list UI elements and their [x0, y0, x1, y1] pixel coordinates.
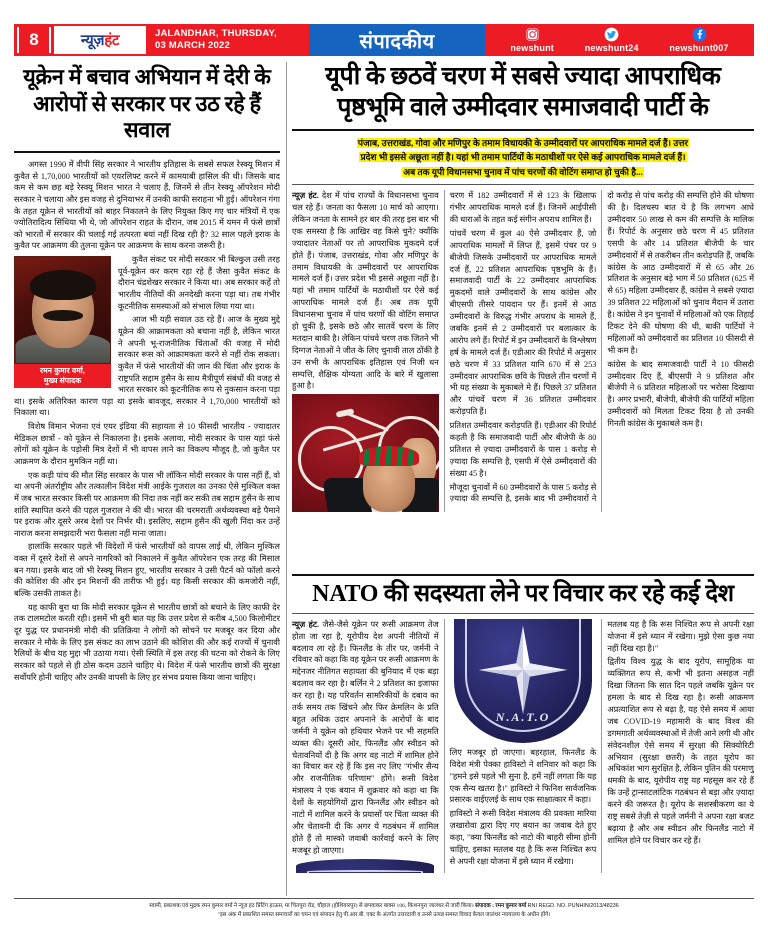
akhilesh-yadav-photo: [292, 394, 439, 512]
footer-rni-number: RNI REGD. NO. PUNHIN/2013/48236: [527, 903, 619, 909]
nato-col1-text: जैसे-जैसे यूक्रेन पर रूसी आक्रमण तेज होता जा रहा है, यूरोपीय देश अपनी नीतियों में बदलाव ला रहे हैं। फिनलैंड के तीर पर, जर्मनी ने रविवार को कहा कि वह यूक्रेन पर रूसी आक्रमण के मद्देनजर नीतिगत सहायता की बुनियाद में एक बड़ा बदलाव कर रहा है। बर्लिन ने 2 प्रतिशत का इजाफा कर रहा है। यह परिवर्तन सामरिकीयों के दबाव का तर्क समय तक खिंचने और फिर क्रेमलिन के प्रति बहुत अधिक उदार अपनाने के आरोपों के बाद जर्मनी ने यूक्रेन को हथियार भेजने पर भी सहमति व्यक्त की। दूसरी ओर, फिनलैंड और स्वीडन को चेतावनियों दी है कि अगर वह नाटो में शामिल होने का विचार कर रहे हैं कि इस नए लिए "गंभीर सैन्य और राजनीतिक परिणाम" होंगे। रूसी विदेश मंत्रालय ने एक बयान में शुक्रवार को कहा था कि देशों के सहयोगियों द्वारा फिनलैंड और स्वीडन को नाटो में शामिल करने के प्रयासों पर चिंता व्यक्त की और चेतावनी दी कि अगर ये गठबंधन में शामिल होते हैं तो मास्को जवाबी कार्रवाई करने के लिए मजबूर हो जाएगा।: [292, 619, 439, 855]
nato-section-divider: [292, 574, 754, 576]
footer-publisher-text: स्वामी, प्रकाशक एवं मुद्रक रमन कुमार वर्मा ने न्यूज़ हंट प्रिंटिंग हाऊस, मा चितपूरा रोड, चौहाल (होशियारपुर) से छपवाकर बाक्स 106, किशनपुरा जालंधर से जारी किया।: [149, 903, 474, 909]
social-facebook[interactable]: [669, 27, 728, 53]
author-block: [14, 256, 111, 388]
nato-col3-para: मतलब यह है कि रूस निश्चित रूप से अपनी रक्षा योजना में इसे ध्यान में रखेगा। मुझे ऐसा कुछ नया नहीं दिख रहा है।": [607, 619, 754, 653]
editorial-paragraph: विशेष विमान भेजना एवं एयर इंडिया की सहायता से 10 फीसदी भारतीय - ज्यादातर मेडिकल छात्रों - को यूक्रेन से निकालना है। इसके अलावा, मोदी सरकार के पास यहां फंसे लोगों को यूक्रेन के पड़ोसी मित्र देशों में भी वापस लाने का विकल्प मौजूद है, जो कुवैत पर आक्रमण के दौरान मुमकिन नहीं था।: [14, 422, 280, 466]
main-story-col1-text: देश में पांच राज्यों के विधानसभा चुनाव चल रहे हैं। जनता का फैसला 10 मार्च को आएगा। लेकिन जनता के सामने हर बार की तरह इस बार भी एक समस्या है कि आखिर वह किसे चुने? क्योंकि ज्यादातर नेताओं पर तो आपराधिक मुकदमे दर्ज होते हैं। पंजाब, उत्तराखंड, गोवा और मणिपुर के तमाम विधायकी के उम्मीदवारों पर आपराधिक मामले दर्ज हैं। उत्तर प्रदेश भी इससे अछूता नहीं है। यहां भी तमाम पार्टियों के मठाधीशों पर ऐसे कई आपराधिक मामले दर्ज हैं। अब तक यूपी विधानसभा चुनाव में पांच चरणों की वोटिंग समाप्त हो चुकी है, इसके छठे और सातवें चरण के लिए मतदान बाकी है। लेकिन पांचवे चरण तक जितने भी दिग्गज नेताओं ने जीत के लिए चुनावी ताल ठोंकी है उन सभी के आपराधिक इतिहास एवं निजी धन सम्पत्ति, शैक्षिक योग्यता आदि के बारे में खुलासा हुआ है।: [292, 191, 439, 391]
standfirst-rule: [292, 184, 754, 185]
author-designation: मुख्य संपादक: [43, 375, 82, 385]
page-footer: [14, 902, 754, 919]
social-instagram[interactable]: [510, 27, 554, 53]
page-number: 8: [17, 27, 51, 53]
main-story-standfirst: [292, 136, 754, 179]
logo-hunt-text: हंट: [104, 32, 120, 49]
nato-col3-para: द्वितीय विश्व युद्ध के बाद यूरोप, सामूहिक या व्यक्तिगत रूप से, कभी भी इतना असहज नहीं दिखा जितना कि सात दिन पहले जबकि यूक्रेन पर हमला के बाद से दिख रहा है। रूसी आक्रमण अप्रत्याशित रूप से बढ़ा है, यह ऐसे समय में आया जब COVID-19 महामारी के बाद विश्व की डगमगाती अर्थव्यवस्थाओं में तेजी आने लगी थी और संवेदनशील ऐसे समय में सुरक्षा की सिक्योरिटी अभियान (सुरक्षा छतरी) के तहत यूरोप का अधिकांश भाग सुरक्षित है, लेकिन पुतिन की परमाणु धमकी के बाद, यूरोपीय राष्ट्र यह महसूस कर रहे हैं कि उन्हें ट्रान्साटलांटिक गठबंधन से बड़ा और ज़्यादा करने की जरूरत है। यूरोप के सशस्त्रीकरण का ये राष्ट्र सबसे तेज़ी से पहले जर्मनी ने अपना रक्षा बजट बढ़ाया है और अब स्वीडन और फिनलैंड नाटो में शामिल होने पर विचार कर रहे हैं।: [607, 657, 754, 845]
social-instagram-handle: newshunt: [510, 43, 554, 53]
section-title: संपादकीय: [359, 30, 435, 53]
main-story-body: [292, 190, 754, 512]
main-story-dateline: न्यूज़ हंट.: [292, 191, 319, 201]
dateline-box: [149, 24, 309, 56]
nato-col2-para: लिए मजबूर हो जाएगा। बहरहाल, फिनलैंड के विदेश मंत्री पेक्का हाविस्टो ने शनिवार को कहा कि "हमने इसे पहले भी सुना है, हमें नहीं लगता कि यह एक सैन्य खतरा है।" हाविस्टो ने फिनिश सार्वजनिक प्रसारक वाईएलई के साथ एक साक्षात्कार में कहा।: [449, 747, 597, 805]
nato-story-dateline: न्यूज़ हंट.: [292, 619, 320, 629]
standfirst-line: अब तक यूपी विधानसभा चुनाव में पांच चरणों की वोटिंग समाप्त हो चुकी है...: [403, 166, 643, 177]
nato-logo-text: N.A.T.O: [495, 709, 551, 724]
nato-story: [292, 580, 754, 873]
footer-imprint-line: [14, 902, 754, 911]
author-caption: [14, 364, 111, 388]
nato-col2-para: हाविस्टो ने रूसी विदेश मंत्रालय की प्रवक्ता मारिया ज़खारोवा द्वारा दिए गए बयान का जवाब देते हुए कहा, "क्या फिनलैंड को नाटो की बाहरी सीमा होनी चाहिए, इसका मतलब यह है कि रूस निश्चित रूप से अपनी रक्षा योजना में इसे ध्यान में रखेगा।: [449, 809, 597, 866]
nato-story-headline: NATO की सदस्यता लेने पर विचार कर रहे कई देश: [312, 581, 734, 607]
dateline-date: 03 MARCH 2022: [155, 40, 230, 51]
editorial-paragraph: हालांकि सरकार पहले भी विदेशों में फंसे भारतीयों को वापस लाई थी, लेकिन मुश्किल वक्त में दूसरे देशों से अपने नागरिकों को निकालने में कुवैत ऑपरेशन एक तरह की मिसाल बन गया। इसके बाद जो भी रेस्क्यू मिशन हुए, भारतीय सरकार ने उसी पैटर्न को फॉलो करने की कोशिश की और इन मिशनों की तारीफ भी हुई। यह किसी सरकार की कमजोरी नहीं, बल्कि उसकी ताकत है।: [14, 542, 280, 599]
social-twitter[interactable]: [585, 27, 639, 53]
author-name: रमन कुमार वर्मा,: [40, 366, 85, 376]
editorial-paragraph: कुवैत संकट पर मोदी सरकार भी बिल्कुल उसी तरह पूर्व-यूक्रेन कर करम रहा रहे हैं जैसा कुवैत संकट के दौरान चंद्रशेखर सरकार ने किया था। अब सरकार कहें तो भारतीय नीतियों की अनदेखी करना पड़ा था। तब गंभीर कूटनीतिक समस्याओं को संभाल लिया गया था।: [118, 255, 280, 311]
main-story-col2-para: चरण में 182 उम्मीदवारों में से 123 के खिलाफ गंभीर आपराधिक मामले दर्ज हैं। जिनमें आईपीसी की धाराओं के तहत कई संगीन अपराध शामिल हैं।: [449, 191, 597, 224]
masthead: [14, 24, 754, 56]
nato-col1-para: [292, 619, 439, 857]
editorial-paragraph: एक कड़ी पांच की मौत सिंह सरकार के पास भी लॉकिन मोदी सरकार के पास नहीं हैं, वो था अपनी अंतर्राष्ट्रीय और तत्कालीन विदेश मंत्री आईके गुजराल का उनका ऐसे मुश्किल वक्त में जब भारत सरकार किसी पर आक्रमण की निंदा तक नहीं कर सकी तब सद्दाम हुसैन के साथ शांति स्थापित करने की पहल गुजराल ने की थी। भारत की चरमराती अर्थव्यवस्था बड़े पैमाने पर इराक और दूसरे अरब देशों पर निर्भर थी। इसलिए, सद्दाम हुसैन की खुली निंदा कर उन्हें नाराज करना समझदारी भरा फैसला नहीं माना जाता।: [14, 470, 280, 538]
main-story-headline: यूपी के छठवें चरण में सबसे ज्यादा आपराधिक पृष्ठभूमि वाले उम्मीदवार समाजवादी पार्टी के: [325, 63, 721, 121]
social-links: [485, 24, 754, 56]
main-story: [292, 62, 754, 512]
main-story-col3-para: मौजूदा चुनावों में 60 उम्मीदवारों के पास 5 करोड़ से ज़्यादा की सम्पत्ति है, इसके बाद भी उम्मीदवारों ने दो करोड़ से पांच करोड़ की सम्पत्ति होने की घोषणा की है। दिलचस्प बात ये है कि लगभग आधे उम्मीदवार 50 लाख से कम की सम्पत्ति के मालिक हैं। रिपोर्ट के अनुसार छठे चरण में 45 प्रतिशत एसपी के और 14 प्रतिशत बीजेपी के चार उम्मीदवारों में से तकरीबन तीन करोड़पति हैं, जबकि कांग्रेस के आठ उम्मीदवारों में से 65 और 26 प्रतिशत के अनुसार बड़े भाग में 50 प्रतिशत (625 में से 65) महिला उम्मीदवार हैं, कांग्रेस ने सबसे ज़्यादा 39 प्रतिशत 22 महिलाओं को चुनाव मैदान में उतारा है। कांग्रेस ने इन चुनावों में महिलाओं को एक तिहाई टिकट देने की घोषणा की थी, बाकी पार्टियों ने महिलाओं को उम्मीदवारों का प्रतिशत 10 फीसदी से भी कम है।: [449, 191, 754, 504]
editorial-paragraph: आज भी यही सवाल उठ रहे हैं। आज के मुख्य मुद्दे यूक्रेन की आक्रामकता को बचाना नहीं है, लेकिन भारत ने अपनी भू-राजनीतिक चिंताओं की वजह में मोदी सरकार रूस को आक्रामकता करने से नहीं रोक सकता। कुवैत में फंसे भारतीयों की जान की चिंता और इराक के राष्ट्रपति सद्दाम हुसैन के साथ मैत्रीपूर्ण संबंधों की वजह से भारत सरकार को कूटनीतिक रूप से नुकसान करना पड़ा था। इसके अतिरिक्त कारण पड़ा था इसके बावजूद, सरकार ने 1,70,000 भारतीयों को निकाला था।: [14, 315, 280, 418]
editorial-headline-rule: [14, 151, 280, 153]
main-story-col2-para: पांचवें चरण में कुल 40 ऐसे उम्मीदवार हैं, जो आपराधिक मामलों में लिप्त हैं, इसमें पंचर पर 9 बीजेपी जिसके उम्मीदवारों पर आपराधिक मामले दर्ज हैं, 22 प्रतिशत आपराधिक पृष्ठभूमि के हैं। समाजवादी पार्टी के 22 उम्मीदवार आपराधिक मुकदमों वाले उम्मीदवारों के साथ कांग्रेस और बीएसपी तीसरे पायदान पर हैं। इनमें से आठ उम्मीदवारों के विरुद्ध गंभीर अपराध के मामले हैं, जबकि इनमें से 2 उम्मीदवारों पर बलात्कार के आरोप लगे हैं। रिपोर्ट में इन उम्मीदवारों के विश्लेषण हर्ष के मामले दर्ज हैं। एडीआर की रिपोर्ट में अनुसार छठे चरण में 33 प्रतिशत यानि 670 में से 253 उम्मीदवार आपराधिक छवि के पिछले तीन चरणों में भी यह संख्या के मुकाबले मे हैं। पिछले 37 प्रतिशत और पांचवें चरण में 36 प्रतिशत उम्मीदवार करोड़पति हैं।: [449, 228, 597, 417]
editorial-paragraph: अगस्त 1990 में वीपी सिंह सरकार ने भारतीय इतिहास के सबसे सफल रेस्क्यू मिशन में कुवैत से 1,70,000 भारतीयों को एयरलिफ्ट करने में कामयाबी हासिल की थी। जिसके बाद कम से कम छह बड़े रेस्क्यू मिशन भारत ने चलाए हैं, जिनमें से तीन रेस्क्यू ऑपरेशन मोदी सरकार ने चलाया और इस वजह से दुनियाभर में उनकी काफी सराहना भी हुई। ऑपरेशन गंगा के तहत यूक्रेन से भारतीयों को बाहर निकालने के लिए नियुक्त किए गए चार मंत्रियों में एक ज्योतिरादित्य सिंधिया भी थे, जो ऑपरेशन राहत के दौरान, जब 2015 में यमन में फंसे छात्रों को भारतों में सरकार की चलाई गई तत्परता बयां नहीं दिख रही है? 32 साल पहले इराक के कुवैत पर आक्रमण की तुलना यूक्रेन पर आक्रमण के साथ करना जरूरी है।: [14, 159, 280, 251]
social-facebook-handle: newshunt007: [669, 43, 729, 53]
dateline-city-day: JALANDHAR, THURSDAY,: [155, 28, 277, 40]
section-title-box: [309, 24, 485, 56]
footer-legal-line: "इस अंक में प्रकाशित समस्त समाचारों का चयन एवं संपादन हेतु पी.आर.बी. एक्ट के अंतर्गत उत्तरदायी व उनसे उत्पन्न समस्त विवाद केवल जालंधर न्यायालय के अधीन होंगे।: [217, 911, 551, 918]
standfirst-line: प्रदेश भी इससे अछूता नहीं है। यहां भी तमाम पार्टियों के मठाधीशों पर ऐसे कई आपराधिक मामले दर्ज हैं।: [360, 152, 686, 163]
standfirst-line: पंजाब, उत्तराखंड, गोवा और मणिपुर के तमाम विधायकी के उम्मीदवारों पर आपराधिक मामले दर्ज हैं। उत्तर: [357, 138, 689, 148]
newspaper-logo[interactable]: [54, 26, 146, 54]
editorial-body: [14, 159, 280, 683]
main-story-col3-para: प्रतिशत उम्मीदवार करोड़पति हैं। एडीआर की रिपोर्ट कहती है कि समाजवादी पार्टी और बीजेपी के 80 प्रतिशत से ज़्यादा उम्मीदवारों के पास 1 करोड़ से ज़्यादा कि सम्पत्ति है, एसपी में ऐसे उम्मीदवारों की संख्या 45 है।: [449, 421, 597, 478]
twitter-icon: [604, 27, 619, 42]
main-headline-rule: [292, 129, 754, 131]
nato-story-body: [292, 619, 754, 873]
main-story-col1-para: [292, 190, 439, 392]
footer-editor-label: संपादक : रमन कुमार वर्मा: [475, 903, 527, 909]
editorial-headline: यूक्रेन में बचाव अभियान में देरी के आरोपों से सरकार पर उठ रहे हैं सवाल: [23, 65, 271, 143]
instagram-icon: [525, 27, 540, 42]
nato-headline-rule: [292, 613, 754, 614]
main-story-col3-para: कांग्रेस के बाद समाजवादी पार्टी ने 10 फीसदी उम्मीदवार दिए हैं, बीएसपी ने 9 प्रतिशत और बीजेपी ने 6 प्रतिशत महिलाओं पर भरोसा दिखाया है। अगर प्रभारी, बीजेपी, बीजेपी की पार्टियों महिला उम्मीदवारों को मिलता टिकट दिया है तो उनकी गिनती कांग्रेस के मुकाबले कम है।: [607, 359, 754, 429]
editorial-paragraph: यह काफी बुरा था कि मोदी सरकार यूक्रेन से भारतीय छात्रों को बचाने के लिए काफी देर तक टालमटोल करती रही। इसमें भी बुरी बात यह कि उत्तर प्रदेश से करीब 4,500 किलोमीटर दूर युद्ध पर प्रधानमंत्री मोदी की प्रतिक्रिया ने लोगों को सोचने पर मजबूर कर दिया और सरकार ने मौके के लिए इस संकट का लाभ उठाने की कोशिश की और कई राज्यों में चुनावी रैलियों के बीच यह मुद्दा भी उठाया गया। ऐसी स्थिति में इस तरह की घटना को रोकने के लिए सरकार को पहले से ही ठोस कदम उठाने चाहिए थे। विदेश में फंसे भारतीय छात्रों की सुरक्षा सर्वोपरि होनी चाहिए और उनकी वापसी के लिए हर संभव प्रयास किया जाना चाहिए।: [14, 602, 280, 682]
editorial-column: [14, 64, 280, 685]
logo-news-text: न्यूज़: [80, 32, 105, 49]
footer-rule: [14, 898, 754, 899]
author-photo: [14, 256, 111, 364]
facebook-icon: [692, 27, 707, 42]
compass-star-icon: [475, 622, 571, 718]
column-divider-main: [286, 62, 287, 896]
social-twitter-handle: newshunt24: [584, 43, 639, 53]
